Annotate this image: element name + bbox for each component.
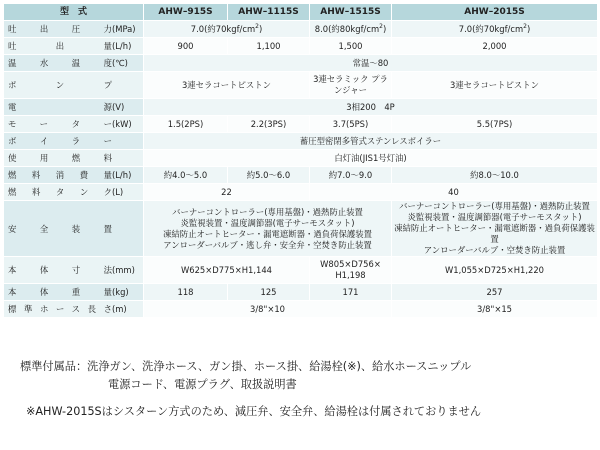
cell: 171 [310, 284, 392, 301]
row-label: 吐出圧力(MPa) [4, 21, 144, 38]
cell: 1,100 [228, 38, 310, 55]
row-label: 吐出量(L/h) [4, 38, 144, 55]
footnote: ※AHW-2015Sはシスターン方式のため、減圧弁、安全弁、給湯栓は付属されておりません [26, 405, 482, 418]
cell: 5.5(7PS) [392, 116, 598, 133]
cell: 約4.0～5.0 [144, 167, 228, 184]
row-hose [4, 301, 598, 318]
cell: 3連セラミック プランジャー [310, 72, 392, 99]
row-label: 温水温度(℃) [4, 55, 144, 72]
cell: 約8.0～10.0 [392, 167, 598, 184]
cell: W805×D756× H1,198 [310, 257, 392, 284]
model-header-2015: AHW–2015S [392, 4, 598, 21]
cell: 蓄圧型密閉多管式ステンレスボイラー [144, 133, 598, 150]
cell: W625×D775×H1,144 [144, 257, 310, 284]
row-label: モーター(kW) [4, 116, 144, 133]
pressure-value-3: 7.0(約$70kgf/cm^2$) [392, 21, 598, 38]
row-fuel [4, 150, 598, 167]
row-pump [4, 72, 598, 99]
cell: 2.2(3PS) [228, 116, 310, 133]
model-header-915: AHW–915S [144, 4, 228, 21]
cell: 3/8"×15 [392, 301, 598, 318]
row-dimensions [4, 257, 598, 284]
row-power [4, 99, 598, 116]
row-label: 燃料タンク(L) [4, 184, 144, 201]
cell: 3/8"×10 [144, 301, 392, 318]
model-header-label: 型 式 [4, 4, 144, 21]
cell: 125 [228, 284, 310, 301]
cell: 約5.0～6.0 [228, 167, 310, 184]
cell: 257 [392, 284, 598, 301]
cell: 3.7(5PS) [310, 116, 392, 133]
cell: 40 [310, 184, 598, 201]
safety-list-a: バーナーコントローラー(専用基盤)・過熱防止装置 炎監視装置・温度調節器(電子サーモスタット) 凍結防止オートヒーター・漏電遮断器・過負荷保護装置 アンローダーバルブ・逃し弁・安全弁・空焚き防止装置 [144, 201, 392, 257]
row-label: 本体重量(kg) [4, 284, 144, 301]
row-label: 燃料消費量(L/h) [4, 167, 144, 184]
row-motor [4, 116, 598, 133]
cell: 118 [144, 284, 228, 301]
row-flow [4, 38, 598, 55]
cell: 白灯油(JIS1号灯油) [144, 150, 598, 167]
row-weight [4, 284, 598, 301]
cell: 3連セラコートピストン [392, 72, 598, 99]
model-header-1515: AHW–1515S [310, 4, 392, 21]
row-pressure [4, 21, 598, 38]
row-label: 標準ホース長さ(m) [4, 301, 144, 318]
cell: 約7.0～9.0 [310, 167, 392, 184]
row-safety [4, 201, 598, 257]
safety-list-b: バーナーコントローラー(専用基盤)・過熱防止装置 炎監視装置・温度調節器(電子サーモスタット) 凍結防止オートヒーター・漏電遮断器・過負荷保護装置 アンローダーバルブ・空焚き防止装置 [392, 201, 598, 257]
row-boiler [4, 133, 598, 150]
row-fuel-consumption [4, 167, 598, 184]
row-water-temp [4, 55, 598, 72]
row-label: ボイラー [4, 133, 144, 150]
spec-table [3, 3, 598, 318]
cell: 3相200 4P [144, 99, 598, 116]
cell: 1,500 [310, 38, 392, 55]
row-label: 安全装置 [4, 201, 144, 257]
cell: 2,000 [392, 38, 598, 55]
model-header-1115: AHW–1115S [228, 4, 310, 21]
cell: 3連セラコートピストン [144, 72, 310, 99]
cell: W1,055×D725×H1,220 [392, 257, 598, 284]
accessories-line-1: 標準付属品：洗浄ガン、洗浄ホース、ガン掛、ホース掛、給湯栓(※)、給水ホースニップル [20, 360, 472, 373]
row-label: 電源(V) [4, 99, 144, 116]
row-label: ポンプ [4, 72, 144, 99]
row-fuel-tank [4, 184, 598, 201]
pressure-value-2: 8.0(約$80kgf/cm^2$) [310, 21, 392, 38]
row-label: 使用燃料 [4, 150, 144, 167]
header-row [4, 4, 598, 21]
accessories-line-2: 電源コード、電源プラグ、取扱説明書 [108, 378, 297, 391]
cell: 常温～80 [144, 55, 598, 72]
cell: 900 [144, 38, 228, 55]
cell: 22 [144, 184, 310, 201]
row-label: 本体寸法(mm) [4, 257, 144, 284]
pressure-value-1: 7.0(約$70kgf/cm^2$) [144, 21, 310, 38]
cell: 1.5(2PS) [144, 116, 228, 133]
